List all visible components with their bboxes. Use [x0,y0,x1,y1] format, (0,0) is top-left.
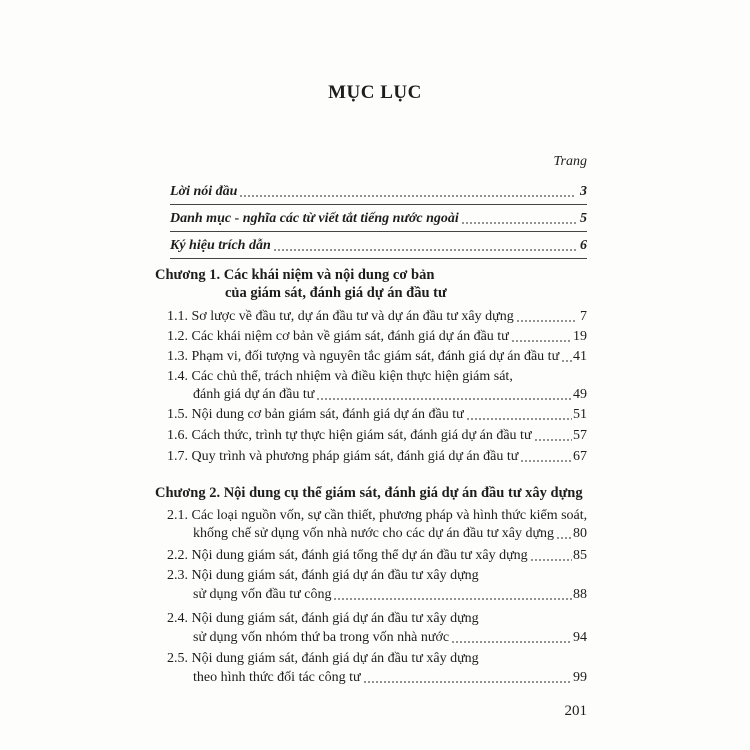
toc-entry[interactable] [193,586,587,604]
toc-entry[interactable] [167,427,587,445]
toc-entry-label-cont: khống chế sử dụng vốn nhà nước cho các dự án đầu tư xây dựng [193,526,555,541]
dot-leader [273,249,576,251]
dot-leader [520,460,572,462]
toc-entry[interactable] [167,348,587,366]
page-number: 201 [564,703,587,719]
toc-entry[interactable] [167,406,587,424]
dot-leader [516,320,576,322]
toc-entry-page: 51 [573,407,587,422]
chapter-2-title[interactable]: Chương 2. Nội dung cụ thể giám sát, đánh giá dự án đầu tư xây dựng [155,485,583,501]
page-title: MỤC LỤC [328,82,422,103]
toc-entry-page: 57 [573,428,587,443]
toc-entry[interactable] [170,183,587,201]
toc-entry-page: 6 [580,238,587,253]
dot-leader [451,641,572,643]
toc-entry-label[interactable]: 2.3. Nội dung giám sát, đánh giá dự án đầu tư xây dựng [167,568,479,583]
dot-leader [316,398,572,400]
toc-entry-label: Lời nói đầu [170,184,238,199]
dot-leader [333,598,572,600]
toc-entry-label: 1.6. Cách thức, trình tự thực hiện giám sát, đánh giá dự án đầu tư [167,428,532,443]
dot-leader [461,222,576,224]
toc-entry[interactable] [193,669,587,687]
chapter-1-title[interactable]: Chương 1. Các khái niệm và nội dung cơ bản [155,267,435,283]
divider [170,258,587,259]
toc-entry-page: 3 [580,184,587,199]
toc-entry[interactable] [170,237,587,255]
toc-entry-label[interactable]: 1.4. Các chủ thể, trách nhiệm và điều kiện thực hiện giám sát, [167,369,513,384]
toc-entry-label[interactable]: 2.1. Các loại nguồn vốn, sự cần thiết, phương pháp và hình thức kiểm soát, [167,508,588,523]
toc-entry-label: 1.7. Quy trình và phương pháp giám sát, đánh giá dự án đầu tư [167,449,519,464]
toc-entry-page: 5 [580,211,587,226]
toc-entry-label: 1.1. Sơ lược về đầu tư, dự án đầu tư và dự án đầu tư xây dựng [167,309,514,324]
toc-entry-page: 94 [573,630,587,645]
toc-entry-label[interactable]: 2.4. Nội dung giám sát, đánh giá dự án đầu tư xây dựng [167,611,479,626]
toc-entry[interactable] [167,328,587,346]
dot-leader [561,360,572,362]
dot-leader [239,195,576,197]
toc-entry-page: 67 [573,449,587,464]
dot-leader [556,537,572,539]
dot-leader [530,559,572,561]
toc-entry-label-cont: sử dụng vốn đầu tư công [193,587,332,602]
toc-entry[interactable] [167,448,587,466]
toc-entry[interactable] [170,210,587,228]
toc-entry-label[interactable]: 2.5. Nội dung giám sát, đánh giá dự án đầu tư xây dựng [167,651,479,666]
dot-leader [511,340,572,342]
toc-entry-page: 49 [573,387,587,402]
toc-entry-page: 88 [573,587,587,602]
toc-entry-label-cont: theo hình thức đối tác công tư [193,670,361,685]
toc-entry[interactable] [167,308,587,326]
divider [170,204,587,205]
toc-entry-label: Ký hiệu trích dẫn [170,238,271,253]
divider [170,231,587,232]
toc-entry-label-cont: sử dụng vốn nhóm thứ ba trong vốn nhà nước [193,630,450,645]
toc-entry[interactable] [193,525,587,543]
dot-leader [363,681,572,683]
toc-entry-page: 99 [573,670,587,685]
toc-entry-page: 80 [573,526,587,541]
toc-entry-label: 1.5. Nội dung cơ bản giám sát, đánh giá dự án đầu tư [167,407,464,422]
toc-entry[interactable] [167,547,587,565]
toc-entry-label: 1.2. Các khái niệm cơ bản về giám sát, đánh giá dự án đầu tư [167,329,509,344]
toc-entry-label: Danh mục - nghĩa các từ viết tắt tiếng nước ngoài [170,211,459,226]
toc-entry[interactable] [193,386,587,404]
page-column-label: Trang [553,154,587,169]
toc-entry-label: 1.3. Phạm vi, đối tượng và nguyên tắc giám sát, đánh giá dự án đầu tư [167,349,560,364]
dot-leader [466,418,572,420]
dot-leader [534,439,572,441]
toc-entry-label-cont: đánh giá dự án đầu tư [193,387,315,402]
toc-entry-page: 7 [580,309,587,324]
toc-entry[interactable] [193,629,587,647]
toc-entry-page: 85 [573,548,587,563]
toc-entry-page: 19 [573,329,587,344]
chapter-1-subtitle: của giám sát, đánh giá dự án đầu tư [225,285,447,301]
toc-entry-label: 2.2. Nội dung giám sát, đánh giá tổng thể dự án đầu tư xây dựng [167,548,528,563]
toc-entry-page: 41 [573,349,587,364]
